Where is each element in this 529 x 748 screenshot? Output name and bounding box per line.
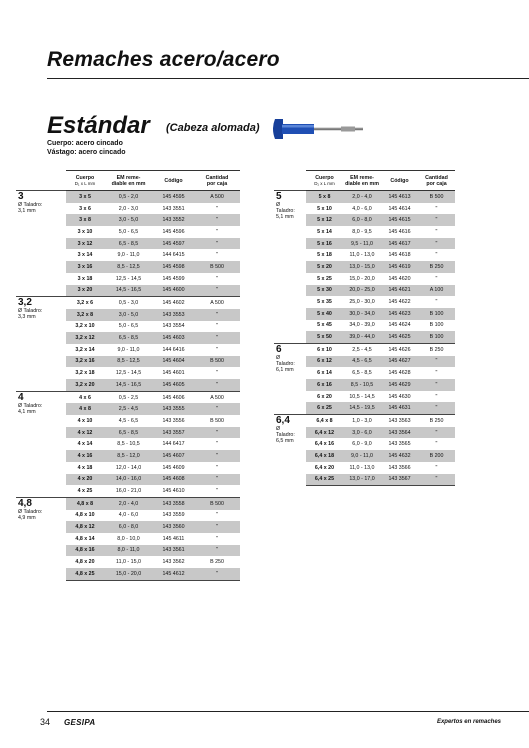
diameter-value: 6,4 [276, 415, 290, 427]
cell-size: 3,2 x 12 [66, 332, 104, 344]
header-blank [274, 171, 306, 191]
cell-size: 6 x 10 [306, 343, 343, 355]
cell-qty: " [435, 441, 438, 448]
cell-size: 5 x 35 [317, 299, 332, 306]
cell-em: 8,5 - 12,0 [104, 450, 153, 462]
cell-em: 14,5 - 16,5 [104, 285, 153, 297]
cell-code: 143 3557 [153, 427, 194, 439]
cell-em: 15,0 - 20,0 [349, 275, 375, 282]
cell-em: 2,5 - 4,5 [104, 403, 153, 415]
cell-qty: " [216, 252, 218, 259]
cell-qty: B 500 [194, 356, 240, 368]
drill-label: Ø Taladro: [18, 202, 43, 208]
cell-size: 3 x 6 [79, 205, 91, 212]
cell-size: 5 x 10 [317, 205, 332, 212]
cell-code: 145 4595 [153, 191, 194, 203]
cell-qty: " [418, 402, 455, 414]
cell-code: 145 4623 [381, 308, 418, 320]
cell-em: 2,0 - 4,0 [104, 497, 153, 509]
cell-qty: " [194, 568, 240, 580]
cell-size: 6 x 25 [306, 402, 343, 414]
cell-size: 4 x 6 [66, 391, 104, 403]
cell-qty: " [435, 299, 438, 306]
table-row [274, 191, 455, 203]
table-row [16, 391, 240, 403]
cell-code: 145 4597 [153, 238, 194, 250]
cell-em: 12,5 - 14,5 [115, 370, 142, 377]
cell-code: 145 4617 [381, 238, 418, 250]
cell-size: 4 x 10 [77, 417, 93, 424]
cell-em: 1,0 - 3,0 [343, 415, 381, 427]
cell-qty: " [194, 403, 240, 415]
cell-code: 143 3555 [153, 403, 194, 415]
cell-size: 3 x 16 [66, 261, 104, 273]
cell-qty: " [194, 545, 240, 557]
gesipa-logo: GESIPA [64, 718, 96, 727]
cell-em: 13,0 - 17,0 [343, 474, 381, 486]
cell-qty: " [216, 346, 218, 353]
cell-qty: " [216, 535, 218, 542]
cell-size: 6,4 x 20 [314, 464, 335, 471]
cell-code: 145 4615 [381, 214, 418, 226]
cell-em: 0,5 - 2,0 [104, 191, 153, 203]
cell-em: 6,0 - 8,0 [104, 521, 153, 533]
cell-size: 6,4 x 25 [306, 474, 343, 486]
cell-size: 3 x 8 [66, 214, 104, 226]
table-row [274, 343, 455, 355]
table-row [16, 191, 240, 203]
cell-size: 5 x 40 [306, 308, 343, 320]
cell-em: 9,0 - 11,0 [117, 252, 140, 259]
cell-em: 13,0 - 15,0 [343, 261, 381, 273]
cell-size: 6,4 x 18 [306, 450, 343, 462]
cell-qty: " [216, 370, 218, 377]
cell-size: 6 x 16 [306, 379, 343, 391]
cell-size: 6,4 x 16 [314, 441, 335, 448]
cell-qty: " [435, 228, 438, 235]
cell-em: 8,5 - 12,5 [104, 261, 153, 273]
page-title: Remaches acero/acero [47, 48, 280, 71]
cell-code: 145 4610 [162, 488, 185, 495]
cell-size: 4,8 x 10 [75, 512, 95, 519]
cell-qty: " [194, 309, 240, 321]
cell-em: 12,5 - 14,5 [115, 275, 142, 282]
cell-size: 5 x 18 [317, 252, 332, 259]
cell-em: 8,0 - 11,0 [104, 545, 153, 557]
cell-code: 145 4604 [153, 356, 194, 368]
cell-qty: " [435, 252, 438, 259]
cell-qty: " [216, 205, 218, 212]
cell-qty: " [194, 474, 240, 486]
cell-size: 6,4 x 12 [306, 427, 343, 439]
cell-code: 143 3558 [153, 497, 194, 509]
cell-size: 3,2 x 18 [75, 370, 95, 377]
cell-em: 5,0 - 6,5 [118, 228, 139, 235]
diameter-group-label [16, 391, 66, 497]
cell-em: 4,5 - 6,5 [118, 417, 139, 424]
page-number: 34 [40, 717, 51, 727]
cell-em: 4,5 - 6,5 [343, 356, 381, 368]
cell-qty: B 200 [418, 450, 455, 462]
cell-code: 145 4613 [381, 191, 418, 203]
cell-code: 143 3561 [153, 545, 194, 557]
cell-em: 6,5 - 8,5 [352, 370, 372, 377]
cell-em: 12,0 - 14,0 [115, 464, 142, 471]
cell-size: 6 x 14 [317, 370, 332, 377]
cell-code: 145 4607 [153, 450, 194, 462]
cell-qty: " [418, 427, 455, 439]
cell-qty: " [216, 464, 218, 471]
cell-size: 5 x 45 [317, 322, 332, 329]
cell-size: 4 x 20 [66, 474, 104, 486]
diameter-group-label [16, 191, 66, 297]
cell-size: 4,8 x 20 [75, 559, 95, 566]
cell-qty: " [194, 521, 240, 533]
cell-code: 145 4612 [153, 568, 194, 580]
cell-em: 6,5 - 8,5 [104, 427, 153, 439]
rivet-image [271, 116, 371, 142]
cell-em: 15,0 - 20,0 [104, 568, 153, 580]
cell-size: 6,4 x 8 [306, 415, 343, 427]
cell-size: 3 x 12 [66, 238, 104, 250]
header-divider [47, 78, 529, 79]
cell-code: 145 4621 [381, 285, 418, 297]
cell-em: 34,0 - 39,0 [349, 322, 375, 329]
cell-em: 6,0 - 8,0 [343, 214, 381, 226]
cell-size: 5 x 50 [306, 331, 343, 343]
cell-em: 20,0 - 25,0 [343, 285, 381, 297]
cell-em: 30,0 - 34,0 [343, 308, 381, 320]
cell-code: 145 4598 [153, 261, 194, 273]
cell-em: 8,0 - 10,0 [117, 535, 140, 542]
cell-size: 4 x 25 [77, 488, 93, 495]
drill-label-text: Taladro: [276, 432, 295, 439]
cell-qty: " [216, 512, 218, 519]
cell-qty: B 100 [429, 322, 444, 329]
header-codigo: Código [153, 171, 194, 191]
cell-code: 145 4618 [388, 252, 411, 259]
cell-em: 25,0 - 30,0 [349, 299, 375, 306]
cell-size: 5 x 12 [306, 214, 343, 226]
drill-size: 4,1 mm [18, 408, 36, 415]
cell-em: 5,0 - 6,5 [118, 323, 139, 330]
cell-em: 11,0 - 15,0 [116, 559, 141, 566]
cell-em: 14,0 - 16,0 [104, 474, 153, 486]
cell-size: 3,2 x 6 [66, 297, 104, 309]
cell-code: 145 4599 [162, 275, 185, 282]
cell-size: 4 x 12 [66, 427, 104, 439]
cell-qty: " [194, 427, 240, 439]
cell-code: 143 3565 [388, 441, 411, 448]
cell-em: 0,5 - 2,5 [104, 391, 153, 403]
table-row [16, 297, 240, 309]
cell-code: 145 4632 [381, 450, 418, 462]
cell-size: 4,8 x 25 [66, 568, 104, 580]
cell-em: 2,5 - 4,5 [343, 343, 381, 355]
cell-qty: " [216, 488, 218, 495]
diameter-value: 3,2 [18, 297, 32, 309]
footer-tagline: Expertos en remaches [436, 719, 501, 725]
cell-size: 6 x 20 [317, 393, 332, 400]
cell-size: 5 x 14 [317, 228, 332, 235]
cell-code: 145 4628 [388, 370, 411, 377]
cell-size: 4,8 x 12 [66, 521, 104, 533]
cell-qty: " [418, 474, 455, 486]
header-em: EM reme- diable en mm [104, 171, 153, 191]
cell-qty: " [418, 214, 455, 226]
diameter-value: 3 [18, 191, 24, 202]
cell-qty: " [435, 393, 438, 400]
cell-code: 145 4622 [388, 299, 411, 306]
diameter-value: 6 [276, 343, 282, 355]
cell-code: 143 3567 [381, 474, 418, 486]
cell-size: 3 x 20 [66, 285, 104, 297]
header-blank [16, 171, 66, 191]
cell-code: 145 4609 [162, 464, 185, 471]
cell-size: 3 x 14 [77, 252, 93, 259]
table-row [274, 415, 455, 427]
cell-code: 145 4616 [388, 228, 411, 235]
cell-qty: " [435, 370, 438, 377]
drill-label: Ø Taladro: [18, 508, 43, 515]
cell-qty: B 100 [418, 331, 455, 343]
drill-label-text: Taladro: [276, 360, 295, 367]
cell-em: 39,0 - 44,0 [343, 331, 381, 343]
drill-label: Ø [276, 426, 281, 433]
table-row [16, 497, 240, 509]
cell-size: 3,2 x 14 [75, 346, 95, 353]
cell-size: 5 x 20 [306, 261, 343, 273]
header-codigo: Código [381, 171, 418, 191]
drill-size: 4,9 mm [18, 514, 36, 521]
cell-size: 3 x 10 [77, 228, 93, 235]
material-mandrel: Vástago: acero cincado [47, 149, 126, 156]
diameter-value: 4,8 [18, 497, 32, 509]
cell-qty: " [194, 332, 240, 344]
cell-code: 145 4624 [388, 322, 411, 329]
drill-label: Ø Taladro: [18, 308, 43, 315]
cell-code: 143 3554 [162, 323, 185, 330]
cell-em: 3,0 - 6,0 [343, 427, 381, 439]
header-em: EM reme- diable en mm [343, 171, 381, 191]
cell-qty: " [194, 238, 240, 250]
cell-em: 14,5 - 16,5 [104, 379, 153, 391]
cell-code: 143 3559 [162, 512, 185, 519]
cell-qty: B 500 [210, 417, 224, 424]
cell-em: 0,5 - 3,0 [104, 297, 153, 309]
drill-size: 5,1 mm [276, 214, 294, 220]
diameter-group-label [274, 343, 306, 414]
cell-size: 4 x 16 [66, 450, 104, 462]
cell-code: 143 3553 [153, 309, 194, 321]
cell-qty: B 500 [194, 261, 240, 273]
cell-em: 9,0 - 11,0 [117, 346, 140, 353]
cell-code: 145 4629 [381, 379, 418, 391]
cell-code: 143 3564 [381, 427, 418, 439]
cell-em: 3,0 - 5,0 [104, 309, 153, 321]
cell-qty: B 250 [418, 261, 455, 273]
cell-em: 6,5 - 8,5 [104, 238, 153, 250]
cell-size: 3,2 x 8 [66, 309, 104, 321]
cell-qty: " [216, 323, 218, 330]
drill-size: 3,1 mm [18, 208, 36, 214]
drill-label: Ø [276, 202, 281, 208]
cell-qty: " [194, 379, 240, 391]
diameter-group-label [16, 297, 66, 392]
cell-qty: A 500 [194, 297, 240, 309]
cell-code: 145 4603 [153, 332, 194, 344]
cell-size: 3 x 18 [77, 275, 93, 282]
cell-code: 143 3556 [162, 417, 185, 424]
cell-qty: " [418, 238, 455, 250]
cell-em: 9,5 - 11,0 [343, 238, 381, 250]
section-subtitle: (Cabeza alomada) [166, 122, 260, 134]
cell-qty: " [418, 356, 455, 368]
cell-size: 6 x 12 [306, 356, 343, 368]
cell-qty: " [418, 379, 455, 391]
table-header-row [16, 171, 240, 191]
cell-code: 145 4627 [381, 356, 418, 368]
cell-em: 16,0 - 21,0 [115, 488, 142, 495]
cell-qty: " [435, 205, 438, 212]
header-cantidad: Cantidad por caja [194, 171, 240, 191]
cell-size: 3 x 5 [66, 191, 104, 203]
cell-code: 145 4611 [162, 535, 185, 542]
drill-label-text: Taladro: [276, 208, 295, 214]
section-title: Estándar [47, 112, 150, 139]
cell-qty: B 250 [210, 559, 224, 566]
cell-size: 5 x 8 [306, 191, 343, 203]
cell-em: 10,5 - 14,5 [349, 393, 375, 400]
cell-code: 145 4619 [381, 261, 418, 273]
cell-code: 145 4600 [153, 285, 194, 297]
cell-code: 143 3563 [381, 415, 418, 427]
cell-size: 3,2 x 10 [75, 323, 95, 330]
cell-code: 143 3566 [388, 464, 411, 471]
diameter-value: 5 [276, 191, 282, 202]
cell-em: 9,0 - 11,0 [343, 450, 381, 462]
cell-size: 4,8 x 8 [66, 497, 104, 509]
cell-qty: " [435, 275, 438, 282]
cell-size: 5 x 30 [306, 285, 343, 297]
diameter-group-label [274, 191, 306, 344]
cell-code: 145 4606 [153, 391, 194, 403]
cell-em: 4,0 - 6,0 [118, 512, 139, 519]
diameter-group-label [16, 497, 66, 580]
cell-em: 8,0 - 9,5 [352, 228, 372, 235]
drill-size: 6,5 mm [276, 438, 294, 445]
cell-qty: " [194, 285, 240, 297]
cell-qty: " [435, 464, 438, 471]
cell-qty: " [194, 214, 240, 226]
cell-code: 143 3552 [153, 214, 194, 226]
footer-divider [47, 711, 529, 712]
cell-qty: A 100 [418, 285, 455, 297]
cell-size: 3,2 x 20 [66, 379, 104, 391]
cell-code: 145 4602 [153, 297, 194, 309]
diameter-value: 4 [18, 391, 24, 403]
cell-em: 11,0 - 13,0 [349, 464, 375, 471]
drill-size: 3,3 mm [18, 314, 36, 321]
cell-em: 2,0 - 4,0 [343, 191, 381, 203]
drill-label: Ø Taladro: [18, 402, 43, 409]
cell-code: 145 4614 [388, 205, 411, 212]
cell-qty: " [194, 450, 240, 462]
cell-qty: B 250 [418, 415, 455, 427]
drill-label: Ø [276, 354, 281, 361]
cell-code: 143 3560 [153, 521, 194, 533]
cell-code: 145 4601 [162, 370, 185, 377]
cell-qty: A 500 [194, 191, 240, 203]
header-cantidad: Cantidad por caja [418, 171, 455, 191]
cell-size: 3,2 x 16 [66, 356, 104, 368]
cell-qty: A 500 [194, 391, 240, 403]
cell-code: 145 4625 [381, 331, 418, 343]
cell-code: 143 3562 [162, 559, 185, 566]
cell-size: 4,8 x 16 [66, 545, 104, 557]
cell-code: 145 4608 [153, 474, 194, 486]
cell-qty: B 500 [194, 497, 240, 509]
cell-em: 4,0 - 6,0 [352, 205, 372, 212]
header-cuerpo: Cuerpo D₁ x L mm [66, 171, 104, 191]
cell-code: 145 4626 [381, 343, 418, 355]
cell-qty: B 250 [418, 343, 455, 355]
cell-em: 8,5 - 10,5 [117, 441, 140, 448]
cell-size: 4 x 8 [66, 403, 104, 415]
cell-em: 6,5 - 8,5 [104, 332, 153, 344]
cell-size: 4 x 18 [77, 464, 93, 471]
diameter-group-label [274, 415, 306, 486]
header-cuerpo: Cuerpo D₁ x L mm [306, 171, 343, 191]
rivet-table-right [274, 170, 455, 486]
cell-em: 2,0 - 3,0 [118, 205, 139, 212]
cell-size: 4 x 14 [77, 441, 93, 448]
rivet-table-left [16, 170, 240, 581]
cell-size: 4,8 x 14 [75, 535, 95, 542]
cell-code: 145 4630 [388, 393, 411, 400]
cell-em: 11,0 - 13,0 [349, 252, 375, 259]
cell-em: 3,0 - 5,0 [104, 214, 153, 226]
cell-em: 8,5 - 10,5 [343, 379, 381, 391]
table-header-row [274, 171, 455, 191]
cell-qty: " [216, 441, 218, 448]
cell-em: 6,0 - 9,0 [352, 441, 372, 448]
cell-code: 145 4631 [381, 402, 418, 414]
cell-qty: " [216, 275, 218, 282]
cell-code: 144 6417 [162, 441, 185, 448]
cell-code: 145 4620 [388, 275, 411, 282]
cell-qty: " [216, 228, 218, 235]
cell-code: 143 3551 [162, 205, 185, 212]
cell-code: 145 4605 [153, 379, 194, 391]
cell-size: 5 x 16 [306, 238, 343, 250]
cell-em: 14,5 - 19,5 [343, 402, 381, 414]
cell-code: 144 6415 [162, 252, 185, 259]
material-body: Cuerpo: acero cincado [47, 140, 123, 147]
cell-code: 144 6416 [162, 346, 185, 353]
cell-size: 5 x 25 [317, 275, 332, 282]
drill-size: 6,1 mm [276, 366, 294, 373]
cell-code: 145 4596 [162, 228, 185, 235]
cell-qty: B 100 [418, 308, 455, 320]
cell-em: 8,5 - 12,5 [104, 356, 153, 368]
cell-qty: B 500 [418, 191, 455, 203]
